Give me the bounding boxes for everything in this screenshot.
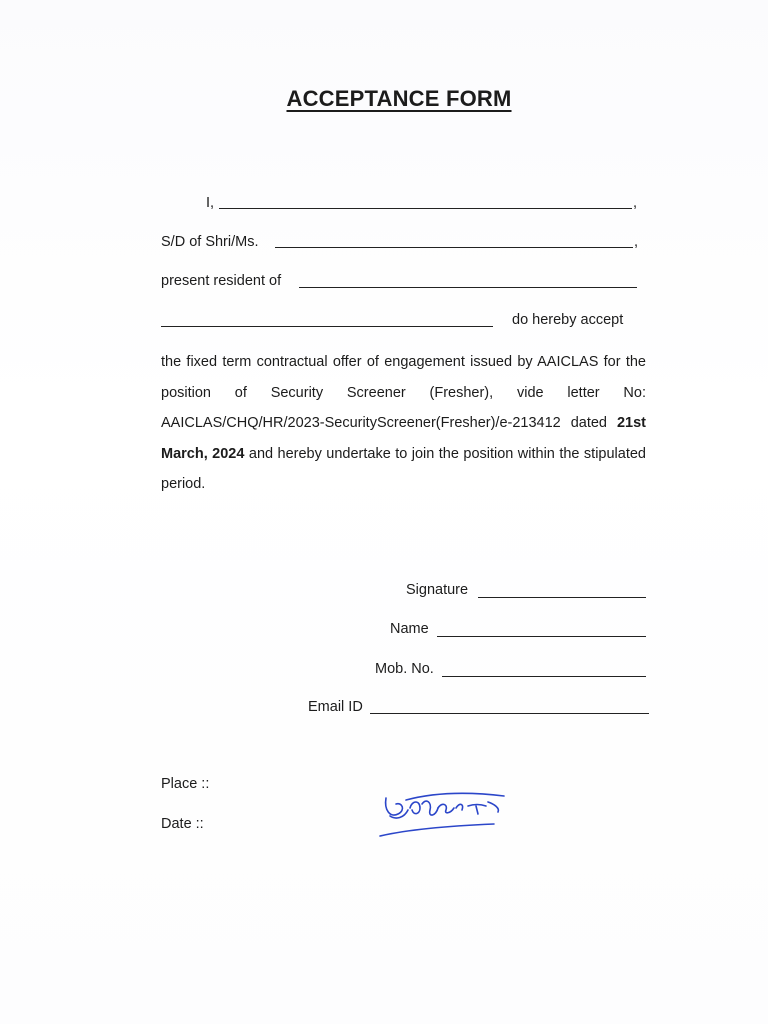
resident-label: present resident of xyxy=(161,273,282,289)
parent-name-blank-line[interactable] xyxy=(275,247,633,248)
address-blank-line[interactable] xyxy=(161,326,493,327)
name-blank-line[interactable] xyxy=(219,208,632,209)
sd-label: S/D of Shri/Ms. xyxy=(161,234,259,250)
residence-blank-line[interactable] xyxy=(299,287,637,288)
name-field-line[interactable] xyxy=(437,636,646,637)
comma: , xyxy=(633,195,638,211)
date-label: Date :: xyxy=(161,816,204,832)
place-label: Place :: xyxy=(161,776,210,792)
form-title: ACCEPTANCE FORM xyxy=(286,86,512,111)
signature-blank-line[interactable] xyxy=(478,597,646,598)
email-field-line[interactable] xyxy=(370,713,649,714)
mobile-label: Mob. No. xyxy=(375,661,434,677)
acceptance-paragraph: the fixed term contractual offer of engagement issued by AAICLAS for the position of Security Screener (Fresher), vide letter No: AAICLAS/CHQ/HR/2023-SecurityScreener(Fresher)/e-213412 dated 21st March, 2024 and hereby undertake to join the position within the stipulated period. xyxy=(161,354,646,492)
email-label: Email ID xyxy=(308,699,363,715)
offer-date: 21st March, 2024 xyxy=(161,415,646,462)
mobile-field-line[interactable] xyxy=(442,676,646,677)
name-label: Name xyxy=(390,621,429,637)
i-label: I, xyxy=(206,195,215,211)
accept-text: do hereby accept xyxy=(512,312,624,328)
handwritten-signature-icon xyxy=(376,780,506,850)
comma: , xyxy=(634,234,639,250)
signature-label: Signature xyxy=(406,582,469,598)
